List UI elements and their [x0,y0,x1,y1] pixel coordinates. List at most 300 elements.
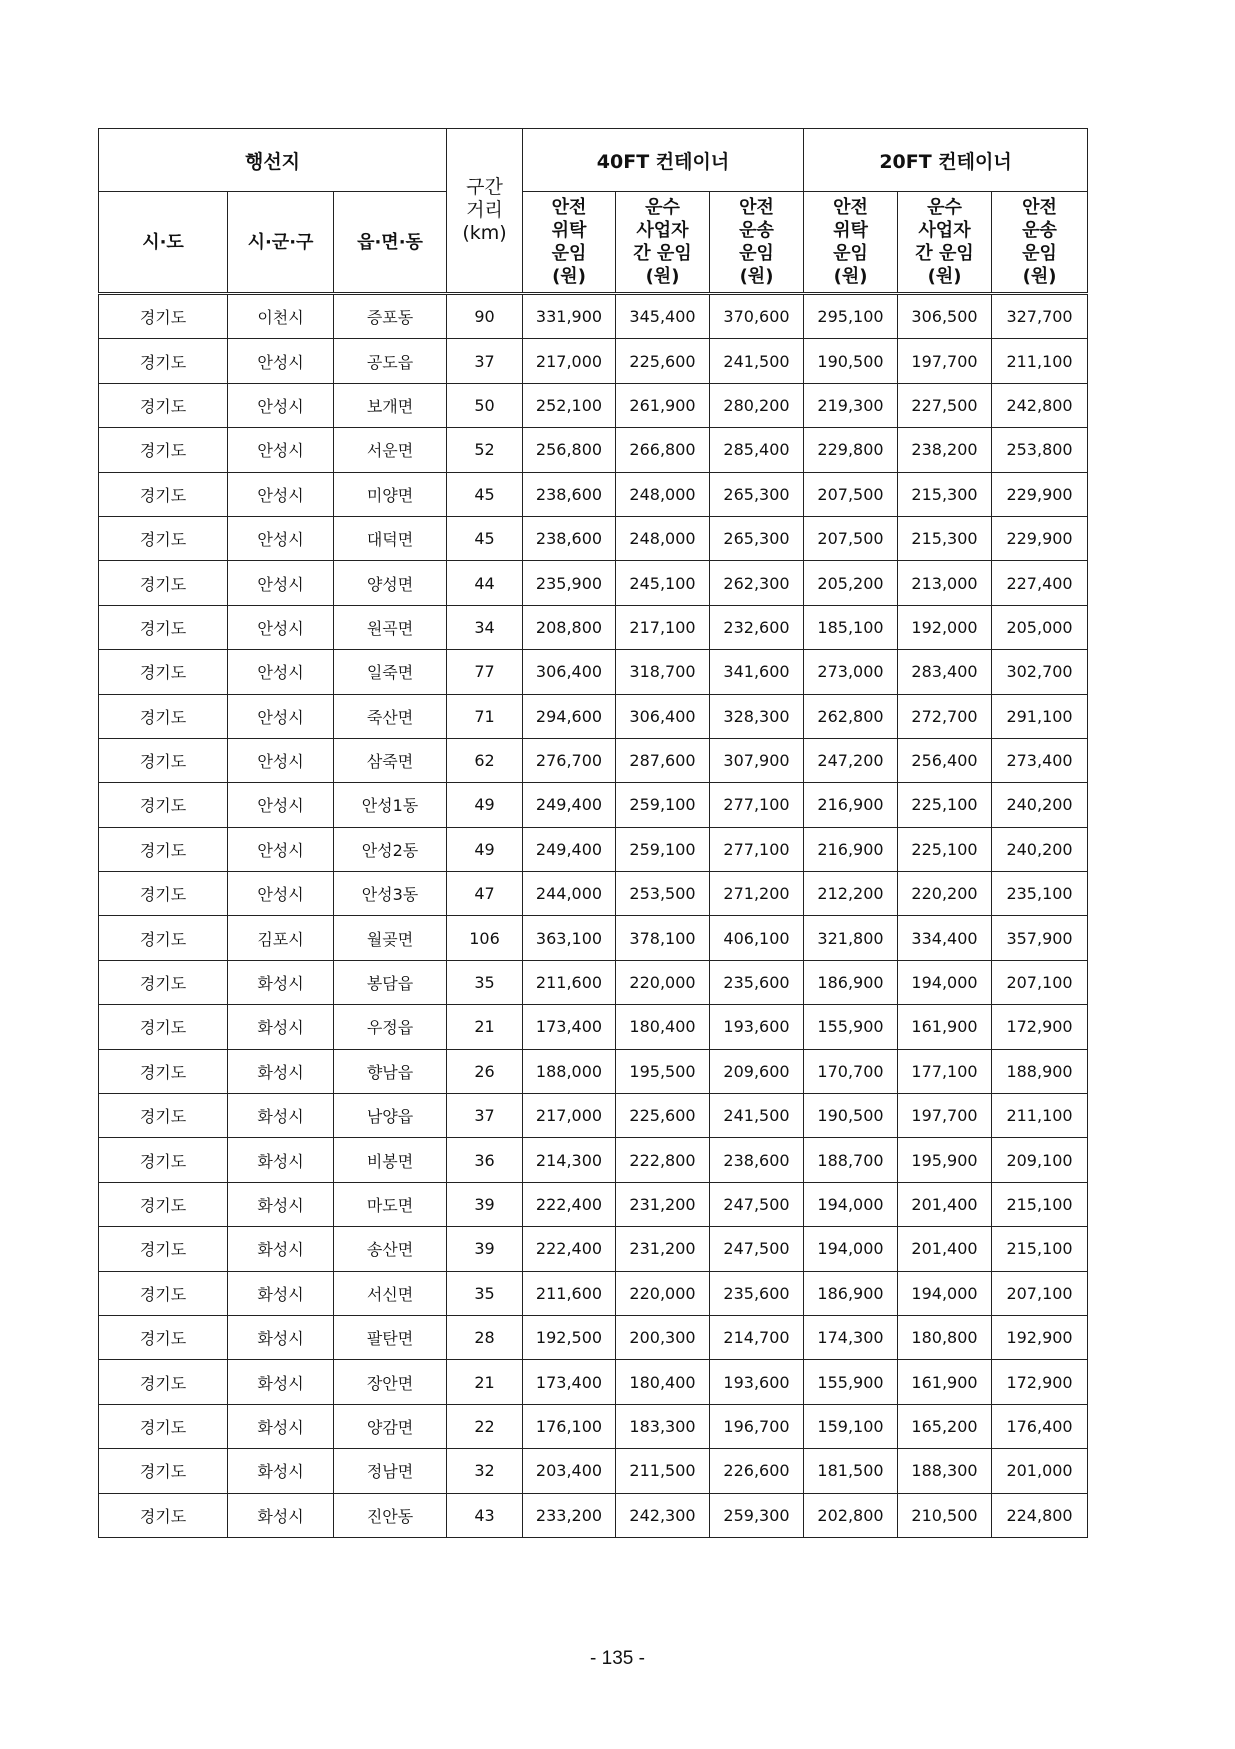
rate-20ft-consignment-cell: 159,100 [804,1404,898,1448]
sigungu-cell: 안성시 [228,872,334,916]
distance-cell: 77 [447,650,523,694]
container-40ft-header: 40FT 컨테이너 [523,129,804,192]
rate-20ft-consignment-cell: 186,900 [804,1271,898,1315]
distance-cell: 45 [447,472,523,516]
sigungu-cell: 화성시 [228,1360,334,1404]
rate-40ft-transport-cell: 209,600 [710,1049,804,1093]
rate-header-line: (원) [927,266,962,287]
sigungu-cell: 화성시 [228,1005,334,1049]
rate-40ft-carrier-cell: 253,500 [616,872,710,916]
20ft-safety-transport-rate-header [992,192,1088,294]
rate-40ft-carrier-cell: 242,300 [616,1493,710,1537]
rate-40ft-consignment-cell: 173,400 [523,1360,616,1404]
eupmyeondong-cell: 증포동 [334,294,447,339]
table-row [99,339,1088,383]
rate-20ft-consignment-cell: 170,700 [804,1049,898,1093]
rate-20ft-consignment-cell: 155,900 [804,1360,898,1404]
rate-40ft-consignment-cell: 256,800 [523,428,616,472]
rate-20ft-carrier-cell: 225,100 [898,783,992,827]
rate-header-line: 안전 [1022,197,1057,218]
sigungu-cell: 안성시 [228,605,334,649]
distance-cell: 106 [447,916,523,960]
rate-20ft-carrier-cell: 227,500 [898,383,992,427]
rate-40ft-transport-cell: 265,300 [710,472,804,516]
rate-20ft-consignment-cell: 247,200 [804,738,898,782]
eupmyeondong-cell: 향남읍 [334,1049,447,1093]
table-row [99,605,1088,649]
distance-cell: 43 [447,1493,523,1537]
rate-20ft-carrier-cell: 161,900 [898,1360,992,1404]
rate-40ft-consignment-cell: 211,600 [523,960,616,1004]
rate-20ft-transport-cell: 273,400 [992,738,1088,782]
rate-20ft-transport-cell: 240,200 [992,783,1088,827]
40ft-safety-transport-rate-header [710,192,804,294]
table-row [99,1404,1088,1448]
rate-20ft-consignment-cell: 190,500 [804,1094,898,1138]
sigungu-header: 시·군·구 [228,192,334,294]
table-header [99,129,1088,294]
table-row [99,827,1088,871]
rate-40ft-consignment-cell: 238,600 [523,516,616,560]
eupmyeondong-cell: 월곶면 [334,916,447,960]
sigungu-cell: 화성시 [228,1315,334,1359]
rate-40ft-carrier-cell: 211,500 [616,1449,710,1493]
distance-cell: 36 [447,1138,523,1182]
sido-header: 시·도 [99,192,228,294]
rate-40ft-consignment-cell: 244,000 [523,872,616,916]
rate-header-line: 간 운임 [633,243,692,264]
rate-20ft-transport-cell: 235,100 [992,872,1088,916]
sigungu-cell: 안성시 [228,472,334,516]
rate-20ft-transport-cell: 227,400 [992,561,1088,605]
rate-20ft-consignment-cell: 202,800 [804,1493,898,1537]
sigungu-cell: 안성시 [228,738,334,782]
eupmyeondong-cell: 장안면 [334,1360,447,1404]
table-row [99,1227,1088,1271]
rate-40ft-consignment-cell: 331,900 [523,294,616,339]
distance-header [447,129,523,294]
sido-cell: 경기도 [99,1094,228,1138]
sigungu-cell: 이천시 [228,294,334,339]
rate-40ft-carrier-cell: 222,800 [616,1138,710,1182]
rate-20ft-transport-cell: 302,700 [992,650,1088,694]
rate-40ft-transport-cell: 265,300 [710,516,804,560]
rate-40ft-consignment-cell: 173,400 [523,1005,616,1049]
rate-40ft-carrier-cell: 183,300 [616,1404,710,1448]
sido-cell: 경기도 [99,1049,228,1093]
rate-40ft-consignment-cell: 217,000 [523,1094,616,1138]
table-row [99,1182,1088,1226]
rate-20ft-consignment-cell: 155,900 [804,1005,898,1049]
rate-40ft-transport-cell: 193,600 [710,1360,804,1404]
eupmyeondong-cell: 정남면 [334,1449,447,1493]
rate-header-line: (원) [552,266,586,287]
destination-header: 행선지 [99,129,447,192]
rate-header-line: 사업자 [636,220,689,241]
rate-20ft-carrier-cell: 215,300 [898,516,992,560]
rate-40ft-transport-cell: 232,600 [710,605,804,649]
rate-20ft-transport-cell: 201,000 [992,1449,1088,1493]
rate-20ft-consignment-cell: 216,900 [804,827,898,871]
rate-20ft-carrier-cell: 192,000 [898,605,992,649]
rate-40ft-carrier-cell: 266,800 [616,428,710,472]
eupmyeondong-cell: 우정읍 [334,1005,447,1049]
rate-40ft-consignment-cell: 294,600 [523,694,616,738]
rate-40ft-transport-cell: 241,500 [710,1094,804,1138]
table-row [99,916,1088,960]
table-row [99,561,1088,605]
eupmyeondong-cell: 비봉면 [334,1138,447,1182]
rate-20ft-consignment-cell: 207,500 [804,472,898,516]
rate-20ft-consignment-cell: 321,800 [804,916,898,960]
rate-40ft-transport-cell: 271,200 [710,872,804,916]
rate-20ft-transport-cell: 242,800 [992,383,1088,427]
rate-40ft-carrier-cell: 180,400 [616,1005,710,1049]
rate-20ft-carrier-cell: 334,400 [898,916,992,960]
rate-40ft-consignment-cell: 249,400 [523,783,616,827]
rate-40ft-transport-cell: 277,100 [710,827,804,871]
rate-40ft-carrier-cell: 318,700 [616,650,710,694]
rate-20ft-carrier-cell: 161,900 [898,1005,992,1049]
rate-40ft-carrier-cell: 378,100 [616,916,710,960]
rate-40ft-consignment-cell: 252,100 [523,383,616,427]
rate-40ft-carrier-cell: 248,000 [616,472,710,516]
sigungu-cell: 화성시 [228,1449,334,1493]
table-row [99,472,1088,516]
table-row [99,960,1088,1004]
sigungu-cell: 화성시 [228,1227,334,1271]
eupmyeondong-cell: 봉담읍 [334,960,447,1004]
sigungu-cell: 화성시 [228,1271,334,1315]
rate-20ft-consignment-cell: 186,900 [804,960,898,1004]
rate-40ft-consignment-cell: 211,600 [523,1271,616,1315]
sido-cell: 경기도 [99,960,228,1004]
rate-20ft-consignment-cell: 194,000 [804,1227,898,1271]
rate-20ft-transport-cell: 357,900 [992,916,1088,960]
sido-cell: 경기도 [99,1449,228,1493]
table-row [99,1315,1088,1359]
rate-20ft-consignment-cell: 273,000 [804,650,898,694]
rate-40ft-transport-cell: 280,200 [710,383,804,427]
rate-20ft-transport-cell: 172,900 [992,1360,1088,1404]
rate-40ft-transport-cell: 235,600 [710,960,804,1004]
eupmyeondong-cell: 진안동 [334,1493,447,1537]
rate-20ft-consignment-cell: 181,500 [804,1449,898,1493]
rate-header-line: 안전 [833,197,868,218]
sigungu-cell: 안성시 [228,694,334,738]
rate-20ft-transport-cell: 229,900 [992,516,1088,560]
sido-cell: 경기도 [99,1404,228,1448]
rate-40ft-carrier-cell: 287,600 [616,738,710,782]
rate-40ft-transport-cell: 328,300 [710,694,804,738]
sigungu-cell: 안성시 [228,339,334,383]
sido-cell: 경기도 [99,339,228,383]
sido-cell: 경기도 [99,383,228,427]
rate-20ft-transport-cell: 215,100 [992,1227,1088,1271]
rate-40ft-carrier-cell: 220,000 [616,960,710,1004]
eupmyeondong-cell: 원곡면 [334,605,447,649]
rate-40ft-transport-cell: 277,100 [710,783,804,827]
sigungu-cell: 화성시 [228,1049,334,1093]
rate-40ft-transport-cell: 307,900 [710,738,804,782]
sido-cell: 경기도 [99,561,228,605]
sido-cell: 경기도 [99,916,228,960]
rate-header-line: 운임 [739,243,774,264]
rate-40ft-transport-cell: 247,500 [710,1182,804,1226]
table-row [99,738,1088,782]
table-row [99,1449,1088,1493]
rate-header-line: 운송 [739,220,774,241]
rate-40ft-transport-cell: 370,600 [710,294,804,339]
freight-rate-table [98,128,1088,1538]
20ft-carrier-rate-header [898,192,992,294]
rate-20ft-consignment-cell: 174,300 [804,1315,898,1359]
eupmyeondong-cell: 양감면 [334,1404,447,1448]
rate-40ft-carrier-cell: 248,000 [616,516,710,560]
rate-20ft-consignment-cell: 205,200 [804,561,898,605]
rate-40ft-carrier-cell: 306,400 [616,694,710,738]
rate-header-line: 위탁 [551,220,587,241]
eupmyeondong-cell: 서신면 [334,1271,447,1315]
rate-40ft-consignment-cell: 188,000 [523,1049,616,1093]
eupmyeondong-cell: 보개면 [334,383,447,427]
rate-40ft-carrier-cell: 220,000 [616,1271,710,1315]
rate-40ft-consignment-cell: 176,100 [523,1404,616,1448]
eupmyeondong-cell: 양성면 [334,561,447,605]
rate-header-line: 간 운임 [915,243,974,264]
sido-cell: 경기도 [99,605,228,649]
rate-20ft-consignment-cell: 216,900 [804,783,898,827]
rate-40ft-carrier-cell: 195,500 [616,1049,710,1093]
rate-20ft-consignment-cell: 262,800 [804,694,898,738]
rate-40ft-consignment-cell: 203,400 [523,1449,616,1493]
rate-40ft-consignment-cell: 363,100 [523,916,616,960]
20ft-safety-consignment-rate-header [804,192,898,294]
eupmyeondong-cell: 삼죽면 [334,738,447,782]
rate-20ft-carrier-cell: 213,000 [898,561,992,605]
table-row [99,294,1088,339]
rate-header-line: (원) [1022,266,1057,287]
rate-header-line: 운수 [927,197,962,218]
sido-cell: 경기도 [99,783,228,827]
rate-40ft-consignment-cell: 238,600 [523,472,616,516]
sido-cell: 경기도 [99,694,228,738]
rate-header-line: 운임 [1022,243,1057,264]
rate-40ft-carrier-cell: 217,100 [616,605,710,649]
sido-cell: 경기도 [99,472,228,516]
eupmyeondong-cell: 미양면 [334,472,447,516]
rate-20ft-carrier-cell: 215,300 [898,472,992,516]
rate-20ft-transport-cell: 207,100 [992,960,1088,1004]
rate-20ft-transport-cell: 205,000 [992,605,1088,649]
rate-40ft-transport-cell: 341,600 [710,650,804,694]
rate-20ft-carrier-cell: 306,500 [898,294,992,339]
rate-40ft-carrier-cell: 259,100 [616,827,710,871]
distance-cell: 44 [447,561,523,605]
rate-40ft-transport-cell: 241,500 [710,339,804,383]
eupmyeondong-cell: 죽산면 [334,694,447,738]
rate-40ft-transport-cell: 226,600 [710,1449,804,1493]
sigungu-cell: 안성시 [228,561,334,605]
eupmyeondong-cell: 팔탄면 [334,1315,447,1359]
sigungu-cell: 안성시 [228,383,334,427]
rate-40ft-carrier-cell: 245,100 [616,561,710,605]
rate-20ft-transport-cell: 207,100 [992,1271,1088,1315]
rate-header-line: 위탁 [833,220,868,241]
distance-cell: 21 [447,1360,523,1404]
eupmyeondong-cell: 남양읍 [334,1094,447,1138]
rate-20ft-carrier-cell: 197,700 [898,1094,992,1138]
sigungu-cell: 화성시 [228,1138,334,1182]
rate-40ft-transport-cell: 259,300 [710,1493,804,1537]
rate-20ft-transport-cell: 215,100 [992,1182,1088,1226]
rate-20ft-transport-cell: 192,900 [992,1315,1088,1359]
rate-20ft-consignment-cell: 219,300 [804,383,898,427]
rate-20ft-carrier-cell: 220,200 [898,872,992,916]
eupmyeondong-cell: 마도면 [334,1182,447,1226]
table-row [99,1360,1088,1404]
sido-cell: 경기도 [99,1227,228,1271]
rate-40ft-transport-cell: 235,600 [710,1271,804,1315]
distance-cell: 26 [447,1049,523,1093]
table-row [99,650,1088,694]
sido-cell: 경기도 [99,827,228,871]
rate-40ft-consignment-cell: 233,200 [523,1493,616,1537]
sido-cell: 경기도 [99,650,228,694]
rate-20ft-consignment-cell: 194,000 [804,1182,898,1226]
table-row [99,1493,1088,1537]
rate-20ft-carrier-cell: 238,200 [898,428,992,472]
rate-40ft-carrier-cell: 180,400 [616,1360,710,1404]
rate-20ft-carrier-cell: 165,200 [898,1404,992,1448]
distance-cell: 49 [447,783,523,827]
rate-20ft-carrier-cell: 180,800 [898,1315,992,1359]
rate-40ft-transport-cell: 193,600 [710,1005,804,1049]
rate-20ft-transport-cell: 211,100 [992,1094,1088,1138]
sido-cell: 경기도 [99,1493,228,1537]
rate-40ft-transport-cell: 406,100 [710,916,804,960]
rate-40ft-consignment-cell: 276,700 [523,738,616,782]
rate-20ft-consignment-cell: 207,500 [804,516,898,560]
rate-20ft-carrier-cell: 195,900 [898,1138,992,1182]
table-row [99,1005,1088,1049]
rate-20ft-transport-cell: 229,900 [992,472,1088,516]
rate-header-line: 운임 [833,243,868,264]
rate-40ft-carrier-cell: 200,300 [616,1315,710,1359]
eupmyeondong-cell: 안성2동 [334,827,447,871]
rate-20ft-carrier-cell: 210,500 [898,1493,992,1537]
distance-cell: 37 [447,1094,523,1138]
rate-40ft-transport-cell: 247,500 [710,1227,804,1271]
eupmyeondong-cell: 안성1동 [334,783,447,827]
rate-20ft-consignment-cell: 190,500 [804,339,898,383]
distance-cell: 50 [447,383,523,427]
distance-header-line: (km) [462,222,507,244]
table-row [99,1271,1088,1315]
table-body [99,294,1088,1538]
distance-cell: 37 [447,339,523,383]
table-row [99,783,1088,827]
distance-cell: 22 [447,1404,523,1448]
sigungu-cell: 화성시 [228,1094,334,1138]
distance-cell: 35 [447,960,523,1004]
distance-cell: 52 [447,428,523,472]
rate-40ft-carrier-cell: 231,200 [616,1227,710,1271]
rate-header-line: 운송 [1022,220,1057,241]
rate-header-line: 운수 [645,197,680,218]
rate-header-line: (원) [833,266,868,287]
rate-20ft-carrier-cell: 194,000 [898,1271,992,1315]
rate-40ft-consignment-cell: 249,400 [523,827,616,871]
rate-20ft-transport-cell: 172,900 [992,1005,1088,1049]
rate-40ft-consignment-cell: 192,500 [523,1315,616,1359]
rate-40ft-transport-cell: 262,300 [710,561,804,605]
rate-40ft-carrier-cell: 225,600 [616,339,710,383]
distance-cell: 71 [447,694,523,738]
sigungu-cell: 안성시 [228,827,334,871]
distance-cell: 34 [447,605,523,649]
distance-cell: 90 [447,294,523,339]
sido-cell: 경기도 [99,516,228,560]
rate-40ft-transport-cell: 214,700 [710,1315,804,1359]
eupmyeondong-cell: 안성3동 [334,872,447,916]
distance-cell: 21 [447,1005,523,1049]
rate-20ft-transport-cell: 188,900 [992,1049,1088,1093]
rate-20ft-carrier-cell: 188,300 [898,1449,992,1493]
rate-20ft-carrier-cell: 256,400 [898,738,992,782]
sido-cell: 경기도 [99,1182,228,1226]
subheader-row [99,192,1088,294]
rate-40ft-transport-cell: 238,600 [710,1138,804,1182]
sido-cell: 경기도 [99,1271,228,1315]
rate-20ft-carrier-cell: 283,400 [898,650,992,694]
rate-header-line: (원) [739,266,774,287]
eupmyeondong-cell: 일죽면 [334,650,447,694]
rate-20ft-transport-cell: 224,800 [992,1493,1088,1537]
rate-20ft-transport-cell: 291,100 [992,694,1088,738]
rate-20ft-consignment-cell: 188,700 [804,1138,898,1182]
sido-cell: 경기도 [99,1005,228,1049]
rate-40ft-carrier-cell: 261,900 [616,383,710,427]
sigungu-cell: 화성시 [228,1182,334,1226]
sigungu-cell: 안성시 [228,516,334,560]
page-number: - 135 - [590,1648,645,1669]
eupmyeondong-cell: 송산면 [334,1227,447,1271]
distance-cell: 39 [447,1182,523,1226]
rate-20ft-transport-cell: 176,400 [992,1404,1088,1448]
rate-40ft-consignment-cell: 222,400 [523,1182,616,1226]
rate-20ft-carrier-cell: 197,700 [898,339,992,383]
rate-40ft-consignment-cell: 235,900 [523,561,616,605]
rate-40ft-consignment-cell: 306,400 [523,650,616,694]
rate-20ft-consignment-cell: 185,100 [804,605,898,649]
sido-cell: 경기도 [99,738,228,782]
table-row [99,516,1088,560]
rate-40ft-carrier-cell: 259,100 [616,783,710,827]
rate-20ft-consignment-cell: 295,100 [804,294,898,339]
distance-header-line: 구간 [466,176,503,198]
table-row [99,872,1088,916]
rate-40ft-carrier-cell: 225,600 [616,1094,710,1138]
distance-cell: 28 [447,1315,523,1359]
table-row [99,1049,1088,1093]
sido-cell: 경기도 [99,428,228,472]
sigungu-cell: 안성시 [228,783,334,827]
distance-cell: 32 [447,1449,523,1493]
sido-cell: 경기도 [99,872,228,916]
eupmyeondong-header: 읍·면·동 [334,192,447,294]
rate-header-line: 안전 [551,197,587,218]
